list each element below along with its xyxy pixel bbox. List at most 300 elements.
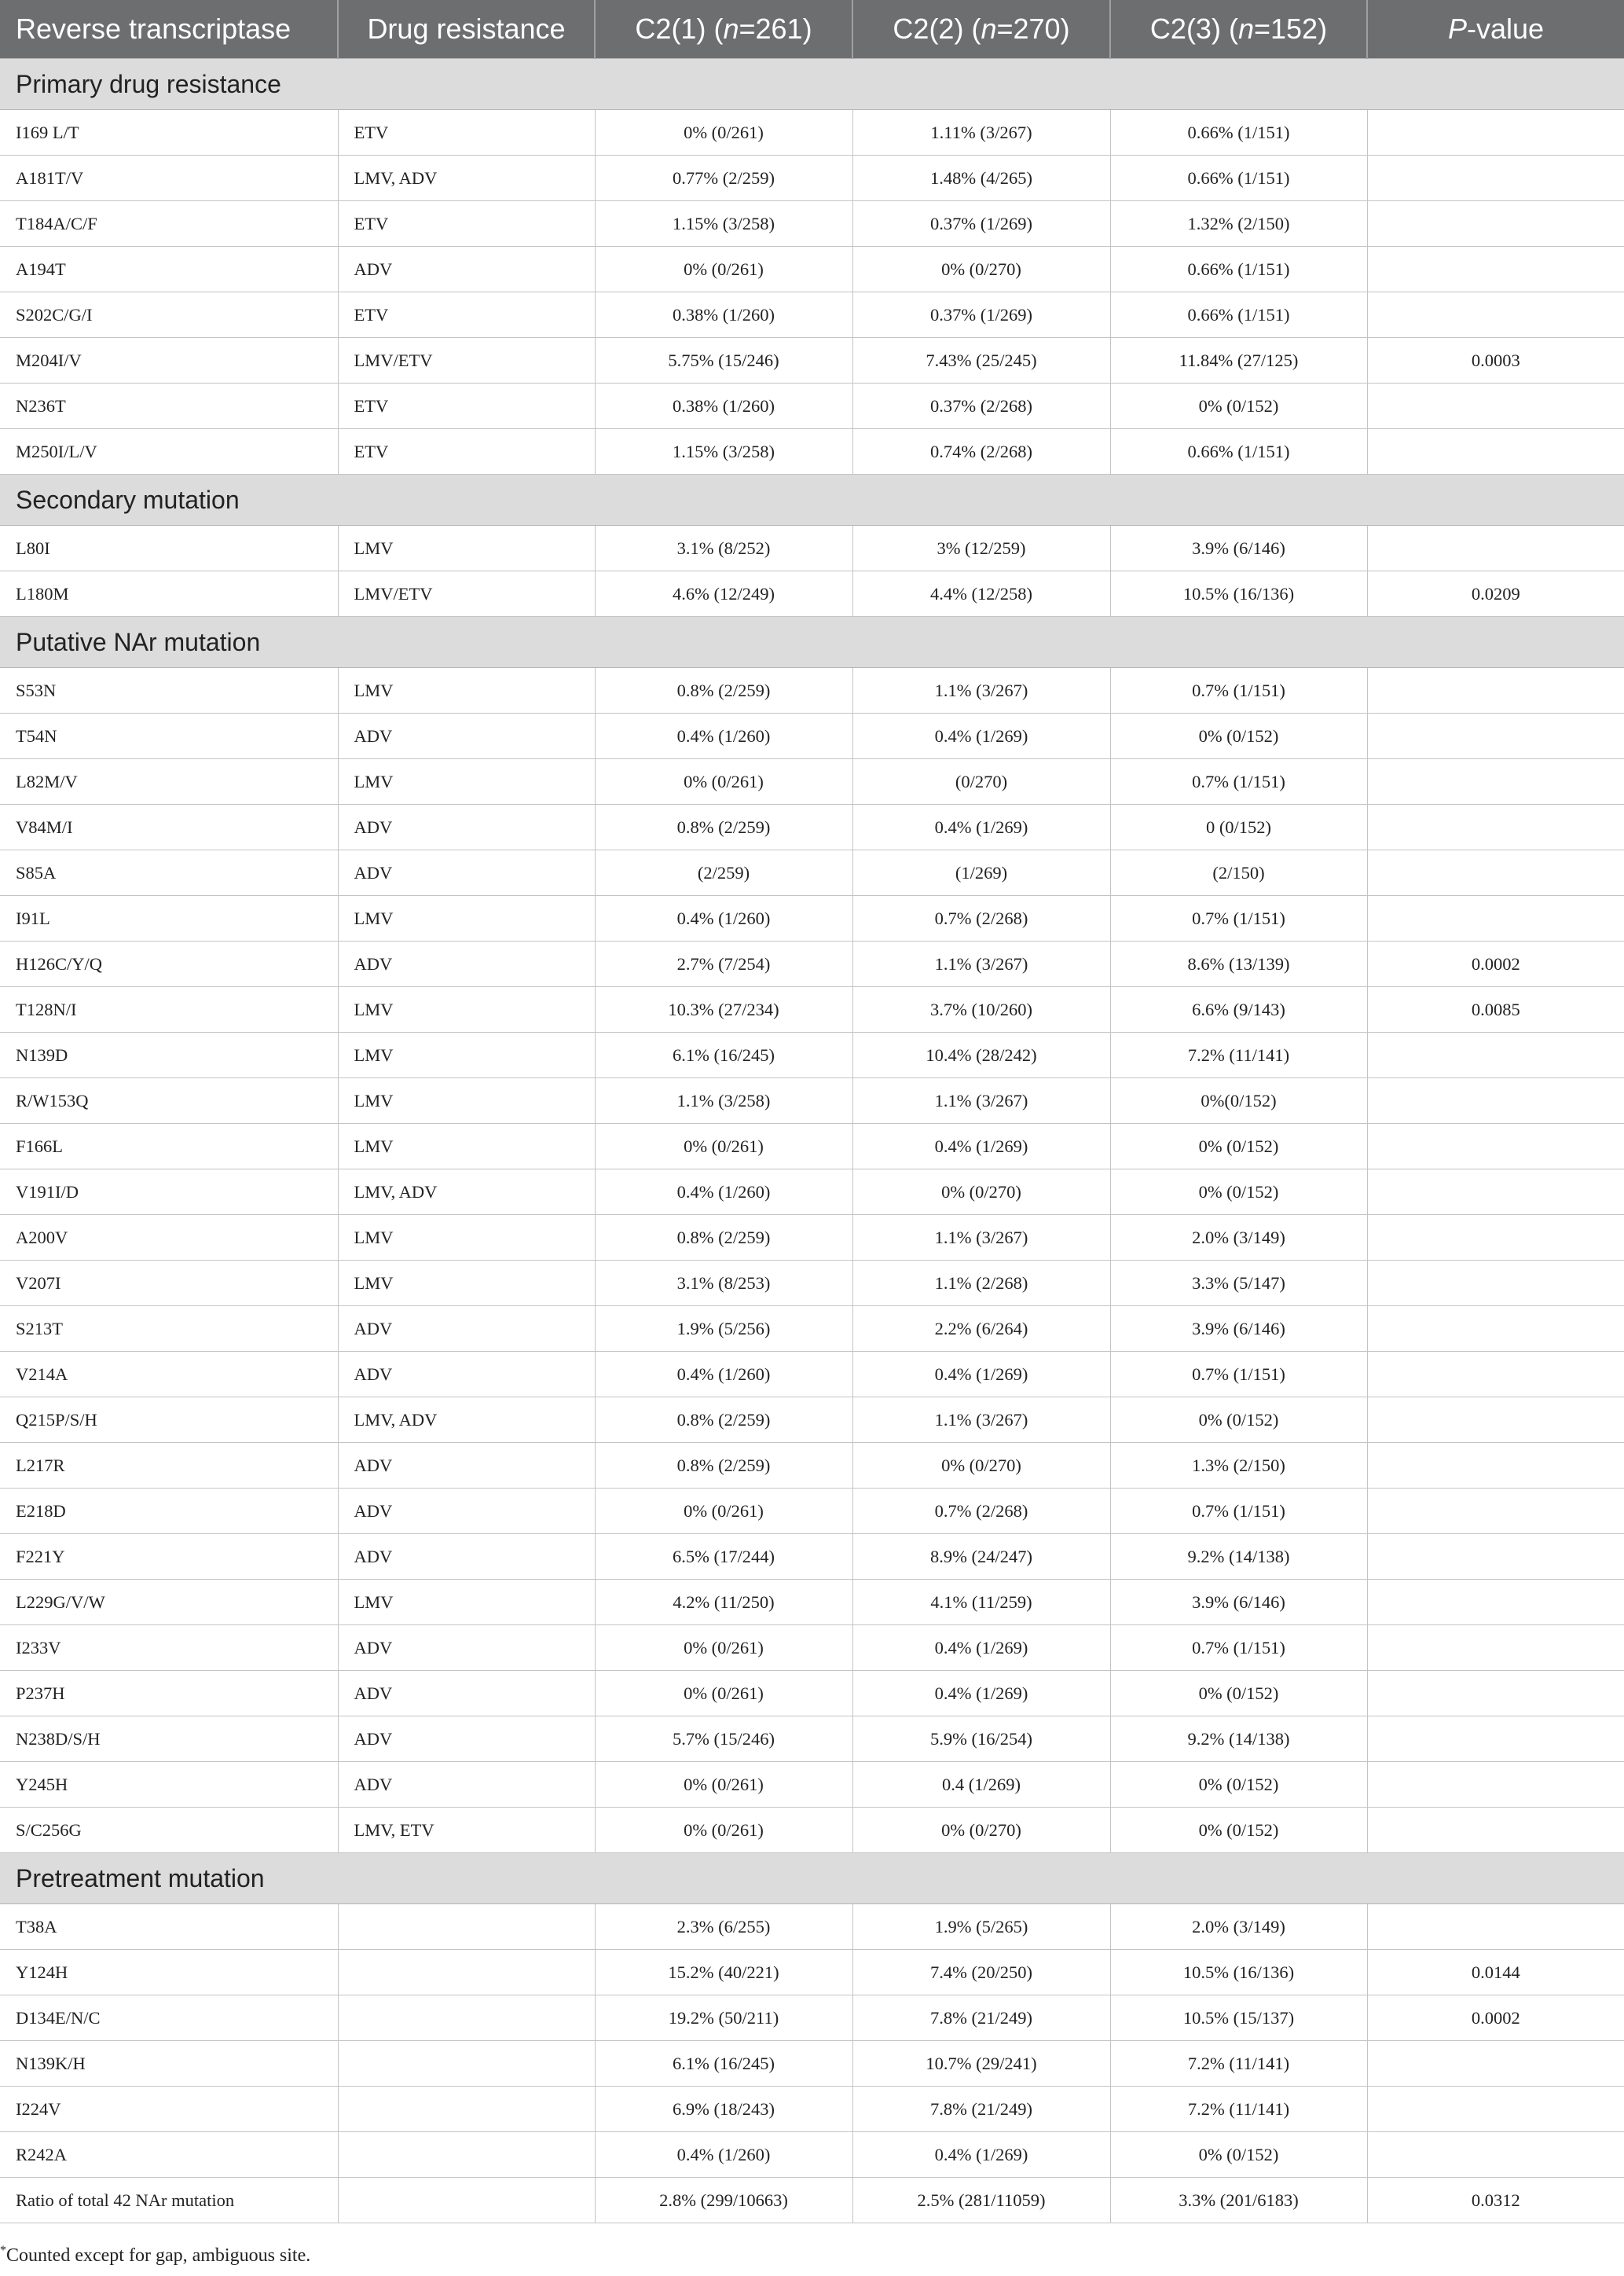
p-value-cell: 0.0209 <box>1367 571 1624 617</box>
c2-2-cell: 2.5% (281/11059) <box>852 2178 1110 2223</box>
mutation-cell: H126C/Y/Q <box>0 942 338 987</box>
footnote-marker: * <box>0 2244 6 2257</box>
p-value-cell <box>1367 429 1624 475</box>
table-row <box>0 1443 1624 1489</box>
mutation-cell: A200V <box>0 1215 338 1261</box>
c2-2-cell: 10.4% (28/242) <box>852 1033 1110 1078</box>
drug-resistance-cell: ADV <box>338 1443 595 1489</box>
header-c2-3-n-value: =152 <box>1253 13 1318 45</box>
c2-1-cell: 1.15% (3/258) <box>595 429 852 475</box>
drug-resistance-cell: LMV, ADV <box>338 1397 595 1443</box>
c2-2-cell: 0.4 (1/269) <box>852 1762 1110 1808</box>
c2-1-cell: 0% (0/261) <box>595 1124 852 1169</box>
table-row <box>0 1580 1624 1625</box>
c2-2-cell: (1/269) <box>852 850 1110 896</box>
mutation-cell: E218D <box>0 1489 338 1534</box>
table-row <box>0 942 1624 987</box>
p-value-cell <box>1367 714 1624 759</box>
c2-3-cell: 10.5% (16/136) <box>1110 571 1367 617</box>
c2-1-cell: 6.5% (17/244) <box>595 1534 852 1580</box>
c2-3-cell: 3.3% (5/147) <box>1110 1261 1367 1306</box>
drug-resistance-cell: LMV <box>338 759 595 805</box>
c2-1-cell: 0% (0/261) <box>595 247 852 292</box>
drug-resistance-cell <box>338 2041 595 2087</box>
table-row <box>0 2178 1624 2223</box>
table-row <box>0 1306 1624 1352</box>
p-value-cell <box>1367 1625 1624 1671</box>
mutation-cell: A194T <box>0 247 338 292</box>
c2-3-cell: 0.7% (1/151) <box>1110 896 1367 942</box>
table-row <box>0 1671 1624 1716</box>
p-value-cell <box>1367 1808 1624 1853</box>
header-row <box>0 0 1624 59</box>
c2-2-cell: 0.4% (1/269) <box>852 1625 1110 1671</box>
header-c2-3: C2(3) (n=152) <box>1110 0 1367 59</box>
table-row <box>0 1534 1624 1580</box>
p-value-cell <box>1367 1489 1624 1534</box>
drug-resistance-cell <box>338 1950 595 1995</box>
table-row <box>0 850 1624 896</box>
p-value-cell <box>1367 1762 1624 1808</box>
c2-1-cell: 5.75% (15/246) <box>595 338 852 384</box>
p-value-cell <box>1367 1534 1624 1580</box>
c2-1-cell: 0.4% (1/260) <box>595 1352 852 1397</box>
c2-1-cell: 0.38% (1/260) <box>595 384 852 429</box>
header-c2-1-n-value: =261 <box>739 13 803 45</box>
c2-1-cell: 0.8% (2/259) <box>595 1215 852 1261</box>
c2-2-cell: 7.43% (25/245) <box>852 338 1110 384</box>
table-row <box>0 1078 1624 1124</box>
section-header-row <box>0 475 1624 526</box>
mutation-cell: S213T <box>0 1306 338 1352</box>
c2-3-cell: 0% (0/152) <box>1110 1397 1367 1443</box>
mutation-cell: L180M <box>0 571 338 617</box>
c2-3-cell: 0.66% (1/151) <box>1110 110 1367 156</box>
c2-2-cell: 0.7% (2/268) <box>852 896 1110 942</box>
p-value-cell <box>1367 1443 1624 1489</box>
c2-1-cell: 3.1% (8/252) <box>595 526 852 571</box>
table-row <box>0 292 1624 338</box>
c2-3-cell: (2/150) <box>1110 850 1367 896</box>
c2-2-cell: 3.7% (10/260) <box>852 987 1110 1033</box>
footnote-text: Counted except for gap, ambiguous site. <box>6 2245 311 2266</box>
p-value-cell: 0.0002 <box>1367 942 1624 987</box>
mutation-cell: R/W153Q <box>0 1078 338 1124</box>
mutation-cell: Q215P/S/H <box>0 1397 338 1443</box>
drug-resistance-cell: ADV <box>338 850 595 896</box>
table-row <box>0 1215 1624 1261</box>
c2-1-cell: 19.2% (50/211) <box>595 1995 852 2041</box>
c2-2-cell: 0% (0/270) <box>852 247 1110 292</box>
c2-2-cell: 5.9% (16/254) <box>852 1716 1110 1762</box>
p-value-cell <box>1367 759 1624 805</box>
section-title: Primary drug resistance <box>0 59 1624 110</box>
c2-3-cell: 3.9% (6/146) <box>1110 1580 1367 1625</box>
c2-1-cell: 3.1% (8/253) <box>595 1261 852 1306</box>
c2-3-cell: 10.5% (16/136) <box>1110 1950 1367 1995</box>
mutation-cell: R242A <box>0 2132 338 2178</box>
drug-resistance-cell: ADV <box>338 1306 595 1352</box>
c2-1-cell: 0% (0/261) <box>595 759 852 805</box>
drug-resistance-cell: ADV <box>338 942 595 987</box>
mutation-cell: T184A/C/F <box>0 201 338 247</box>
drug-resistance-cell: ADV <box>338 1762 595 1808</box>
c2-1-cell: 2.3% (6/255) <box>595 1904 852 1950</box>
drug-resistance-cell: LMV <box>338 1580 595 1625</box>
table-row <box>0 714 1624 759</box>
mutation-cell: F221Y <box>0 1534 338 1580</box>
p-value-cell: 0.0144 <box>1367 1950 1624 1995</box>
mutation-cell: S53N <box>0 668 338 714</box>
c2-1-cell: 1.9% (5/256) <box>595 1306 852 1352</box>
table-row <box>0 1397 1624 1443</box>
c2-2-cell: 0.37% (1/269) <box>852 292 1110 338</box>
c2-3-cell: 0.66% (1/151) <box>1110 247 1367 292</box>
drug-resistance-cell: LMV, ADV <box>338 1169 595 1215</box>
c2-3-cell: 1.32% (2/150) <box>1110 201 1367 247</box>
drug-resistance-cell: LMV <box>338 668 595 714</box>
mutation-cell: V191I/D <box>0 1169 338 1215</box>
c2-2-cell: 1.1% (3/267) <box>852 942 1110 987</box>
drug-resistance-cell <box>338 2087 595 2132</box>
c2-2-cell: 1.11% (3/267) <box>852 110 1110 156</box>
p-value-cell <box>1367 1078 1624 1124</box>
c2-3-cell: 0.7% (1/151) <box>1110 1352 1367 1397</box>
c2-2-cell: 10.7% (29/241) <box>852 2041 1110 2087</box>
p-value-cell <box>1367 110 1624 156</box>
c2-1-cell: (2/259) <box>595 850 852 896</box>
c2-2-cell: 0.74% (2/268) <box>852 429 1110 475</box>
drug-resistance-cell: LMV, ETV <box>338 1808 595 1853</box>
table-row <box>0 805 1624 850</box>
mutation-cell: T38A <box>0 1904 338 1950</box>
c2-1-cell: 0.4% (1/260) <box>595 2132 852 2178</box>
table-row <box>0 1904 1624 1950</box>
table-row <box>0 2087 1624 2132</box>
p-value-cell <box>1367 1904 1624 1950</box>
mutation-cell: D134E/N/C <box>0 1995 338 2041</box>
table-row <box>0 201 1624 247</box>
c2-3-cell: 0% (0/152) <box>1110 1169 1367 1215</box>
section-title: Secondary mutation <box>0 475 1624 526</box>
c2-3-cell: 7.2% (11/141) <box>1110 2041 1367 2087</box>
drug-resistance-cell: LMV <box>338 1124 595 1169</box>
c2-2-cell: 0.7% (2/268) <box>852 1489 1110 1534</box>
header-c2-1-n-label: n <box>723 13 739 45</box>
mutation-cell: T128N/I <box>0 987 338 1033</box>
mutation-cell: L82M/V <box>0 759 338 805</box>
c2-3-cell: 10.5% (15/137) <box>1110 1995 1367 2041</box>
table-row <box>0 429 1624 475</box>
p-value-cell <box>1367 805 1624 850</box>
c2-2-cell: 0.4% (1/269) <box>852 2132 1110 2178</box>
p-value-cell <box>1367 201 1624 247</box>
drug-resistance-cell: ETV <box>338 201 595 247</box>
c2-2-cell: 0.4% (1/269) <box>852 1671 1110 1716</box>
c2-3-cell: 0.66% (1/151) <box>1110 292 1367 338</box>
c2-2-cell: 7.4% (20/250) <box>852 1950 1110 1995</box>
table-row <box>0 1762 1624 1808</box>
mutation-cell: N236T <box>0 384 338 429</box>
c2-3-cell: 9.2% (14/138) <box>1110 1534 1367 1580</box>
c2-3-cell: 3.3% (201/6183) <box>1110 2178 1367 2223</box>
table-row <box>0 1716 1624 1762</box>
mutation-cell: S202C/G/I <box>0 292 338 338</box>
p-value-cell <box>1367 850 1624 896</box>
c2-2-cell: 0.4% (1/269) <box>852 1124 1110 1169</box>
c2-3-cell: 7.2% (11/141) <box>1110 1033 1367 1078</box>
c2-3-cell: 0.7% (1/151) <box>1110 1489 1367 1534</box>
drug-resistance-cell: ADV <box>338 1489 595 1534</box>
table-row <box>0 1352 1624 1397</box>
mutation-cell: L217R <box>0 1443 338 1489</box>
c2-1-cell: 0.4% (1/260) <box>595 896 852 942</box>
c2-1-cell: 0.8% (2/259) <box>595 668 852 714</box>
drug-resistance-cell: ADV <box>338 1671 595 1716</box>
p-value-cell: 0.0002 <box>1367 1995 1624 2041</box>
p-value-cell <box>1367 1124 1624 1169</box>
c2-2-cell: 1.1% (3/267) <box>852 1215 1110 1261</box>
c2-3-cell: 3.9% (6/146) <box>1110 526 1367 571</box>
mutation-cell: L80I <box>0 526 338 571</box>
c2-2-cell: 0% (0/270) <box>852 1808 1110 1853</box>
c2-3-cell: 1.3% (2/150) <box>1110 1443 1367 1489</box>
c2-3-cell: 0% (0/152) <box>1110 2132 1367 2178</box>
table-row <box>0 2041 1624 2087</box>
section-header-row <box>0 59 1624 110</box>
mutation-cell: Y124H <box>0 1950 338 1995</box>
table-row <box>0 1124 1624 1169</box>
p-value-cell <box>1367 384 1624 429</box>
c2-2-cell: 7.8% (21/249) <box>852 2087 1110 2132</box>
table-row <box>0 571 1624 617</box>
c2-3-cell: 11.84% (27/125) <box>1110 338 1367 384</box>
drug-resistance-cell: ADV <box>338 1534 595 1580</box>
c2-1-cell: 0% (0/261) <box>595 1489 852 1534</box>
c2-1-cell: 0% (0/261) <box>595 1625 852 1671</box>
mutation-cell: M250I/L/V <box>0 429 338 475</box>
c2-1-cell: 15.2% (40/221) <box>595 1950 852 1995</box>
c2-3-cell: 0%(0/152) <box>1110 1078 1367 1124</box>
c2-1-cell: 0.8% (2/259) <box>595 805 852 850</box>
drug-resistance-cell: ADV <box>338 1625 595 1671</box>
p-value-cell <box>1367 1306 1624 1352</box>
table-row <box>0 338 1624 384</box>
drug-resistance-cell: ETV <box>338 292 595 338</box>
mutation-cell: N139K/H <box>0 2041 338 2087</box>
header-p-label: P <box>1447 13 1467 45</box>
mutation-cell: P237H <box>0 1671 338 1716</box>
c2-3-cell: 0.7% (1/151) <box>1110 1625 1367 1671</box>
table-row <box>0 759 1624 805</box>
table-row <box>0 896 1624 942</box>
c2-1-cell: 0% (0/261) <box>595 110 852 156</box>
p-value-cell <box>1367 292 1624 338</box>
header-c2-1: C2(1) (n=261) <box>595 0 852 59</box>
table-row <box>0 110 1624 156</box>
c2-3-cell: 3.9% (6/146) <box>1110 1306 1367 1352</box>
header-c2-2-group: C2(2) <box>893 13 964 45</box>
header-p-value <box>1367 0 1624 59</box>
c2-3-cell: 7.2% (11/141) <box>1110 2087 1367 2132</box>
drug-resistance-cell: ADV <box>338 1716 595 1762</box>
c2-3-cell: 6.6% (9/143) <box>1110 987 1367 1033</box>
c2-1-cell: 6.1% (16/245) <box>595 1033 852 1078</box>
p-value-cell <box>1367 156 1624 201</box>
mutation-cell: A181T/V <box>0 156 338 201</box>
c2-1-cell: 4.2% (11/250) <box>595 1580 852 1625</box>
section-title: Putative NAr mutation <box>0 617 1624 668</box>
c2-2-cell: 1.48% (4/265) <box>852 156 1110 201</box>
p-value-cell <box>1367 1352 1624 1397</box>
p-value-cell <box>1367 896 1624 942</box>
table-row <box>0 2132 1624 2178</box>
c2-1-cell: 6.1% (16/245) <box>595 2041 852 2087</box>
c2-3-cell: 0.66% (1/151) <box>1110 156 1367 201</box>
c2-2-cell: 2.2% (6/264) <box>852 1306 1110 1352</box>
table-row <box>0 156 1624 201</box>
mutation-cell: M204I/V <box>0 338 338 384</box>
drug-resistance-cell: LMV <box>338 987 595 1033</box>
p-value-cell <box>1367 1033 1624 1078</box>
c2-1-cell: 0.8% (2/259) <box>595 1443 852 1489</box>
p-value-cell <box>1367 1580 1624 1625</box>
drug-resistance-cell: ETV <box>338 110 595 156</box>
drug-resistance-cell: ADV <box>338 247 595 292</box>
c2-2-cell: 1.9% (5/265) <box>852 1904 1110 1950</box>
table-row <box>0 1489 1624 1534</box>
drug-resistance-cell: ETV <box>338 429 595 475</box>
mutation-cell: S/C256G <box>0 1808 338 1853</box>
c2-2-cell: 8.9% (24/247) <box>852 1534 1110 1580</box>
c2-2-cell: 7.8% (21/249) <box>852 1995 1110 2041</box>
c2-1-cell: 0.38% (1/260) <box>595 292 852 338</box>
c2-3-cell: 0% (0/152) <box>1110 1762 1367 1808</box>
c2-1-cell: 1.1% (3/258) <box>595 1078 852 1124</box>
p-value-cell: 0.0085 <box>1367 987 1624 1033</box>
mutation-cell: I169 L/T <box>0 110 338 156</box>
c2-1-cell: 0% (0/261) <box>595 1808 852 1853</box>
section-header-row <box>0 1853 1624 1904</box>
table-row <box>0 1808 1624 1853</box>
drug-resistance-cell: LMV/ETV <box>338 338 595 384</box>
drug-resistance-cell: LMV/ETV <box>338 571 595 617</box>
header-c2-2: C2(2) (n=270) <box>852 0 1110 59</box>
c2-1-cell: 0.4% (1/260) <box>595 1169 852 1215</box>
table-row <box>0 1169 1624 1215</box>
c2-3-cell: 8.6% (13/139) <box>1110 942 1367 987</box>
c2-2-cell: (0/270) <box>852 759 1110 805</box>
drug-resistance-cell <box>338 1995 595 2041</box>
p-value-cell <box>1367 1261 1624 1306</box>
table-row <box>0 1033 1624 1078</box>
p-value-cell <box>1367 2132 1624 2178</box>
p-value-cell: 0.0003 <box>1367 338 1624 384</box>
c2-2-cell: 0.4% (1/269) <box>852 1352 1110 1397</box>
p-value-cell <box>1367 2087 1624 2132</box>
drug-resistance-cell: ADV <box>338 1352 595 1397</box>
drug-resistance-cell: LMV <box>338 1078 595 1124</box>
c2-1-cell: 0.8% (2/259) <box>595 1397 852 1443</box>
mutation-cell: I91L <box>0 896 338 942</box>
drug-resistance-cell: LMV <box>338 526 595 571</box>
table-row <box>0 1625 1624 1671</box>
p-value-cell <box>1367 1169 1624 1215</box>
table-row <box>0 384 1624 429</box>
table-row <box>0 526 1624 571</box>
p-value-cell <box>1367 1215 1624 1261</box>
mutation-cell: V84M/I <box>0 805 338 850</box>
drug-resistance-cell: LMV <box>338 896 595 942</box>
drug-resistance-cell: LMV, ADV <box>338 156 595 201</box>
header-reverse-transcriptase: Reverse transcriptase <box>0 0 338 59</box>
c2-1-cell: 0% (0/261) <box>595 1762 852 1808</box>
c2-1-cell: 0% (0/261) <box>595 1671 852 1716</box>
p-value-cell <box>1367 2041 1624 2087</box>
p-value-cell <box>1367 1716 1624 1762</box>
header-drug-resistance: Drug resistance <box>338 0 595 59</box>
table-body <box>0 59 1624 2223</box>
table-row <box>0 987 1624 1033</box>
c2-1-cell: 4.6% (12/249) <box>595 571 852 617</box>
drug-resistance-cell <box>338 1904 595 1950</box>
mutation-cell: S85A <box>0 850 338 896</box>
header-c2-3-n-label: n <box>1237 13 1254 45</box>
drug-resistance-cell: LMV <box>338 1261 595 1306</box>
p-value-cell <box>1367 247 1624 292</box>
c2-3-cell: 2.0% (3/149) <box>1110 1904 1367 1950</box>
table-row <box>0 668 1624 714</box>
header-c2-3-group: C2(3) <box>1149 13 1221 45</box>
table-row <box>0 1261 1624 1306</box>
c2-1-cell: 0.77% (2/259) <box>595 156 852 201</box>
c2-3-cell: 0.66% (1/151) <box>1110 429 1367 475</box>
c2-3-cell: 2.0% (3/149) <box>1110 1215 1367 1261</box>
c2-2-cell: 0.37% (1/269) <box>852 201 1110 247</box>
header-c2-2-n-value: =270 <box>996 13 1061 45</box>
mutation-cell: V207I <box>0 1261 338 1306</box>
mutation-cell: N139D <box>0 1033 338 1078</box>
c2-2-cell: 0% (0/270) <box>852 1169 1110 1215</box>
table-row <box>0 1950 1624 1995</box>
c2-3-cell: 0% (0/152) <box>1110 714 1367 759</box>
drug-resistance-cell: LMV <box>338 1033 595 1078</box>
c2-2-cell: 1.1% (3/267) <box>852 1078 1110 1124</box>
mutation-cell: I233V <box>0 1625 338 1671</box>
c2-2-cell: 4.1% (11/259) <box>852 1580 1110 1625</box>
c2-1-cell: 0.4% (1/260) <box>595 714 852 759</box>
c2-3-cell: 0% (0/152) <box>1110 1124 1367 1169</box>
c2-1-cell: 2.7% (7/254) <box>595 942 852 987</box>
c2-2-cell: 0.37% (2/268) <box>852 384 1110 429</box>
c2-2-cell: 3% (12/259) <box>852 526 1110 571</box>
c2-3-cell: 0 (0/152) <box>1110 805 1367 850</box>
c2-3-cell: 9.2% (14/138) <box>1110 1716 1367 1762</box>
mutation-cell: Ratio of total 42 NAr mutation <box>0 2178 338 2223</box>
p-value-cell <box>1367 1397 1624 1443</box>
drug-resistance-cell: ADV <box>338 714 595 759</box>
c2-1-cell: 2.8% (299/10663) <box>595 2178 852 2223</box>
c2-1-cell: 10.3% (27/234) <box>595 987 852 1033</box>
p-value-cell <box>1367 526 1624 571</box>
c2-1-cell: 6.9% (18/243) <box>595 2087 852 2132</box>
c2-2-cell: 0.4% (1/269) <box>852 714 1110 759</box>
c2-1-cell: 5.7% (15/246) <box>595 1716 852 1762</box>
p-value-cell <box>1367 1671 1624 1716</box>
c2-3-cell: 0% (0/152) <box>1110 1808 1367 1853</box>
c2-3-cell: 0.7% (1/151) <box>1110 668 1367 714</box>
c2-2-cell: 4.4% (12/258) <box>852 571 1110 617</box>
